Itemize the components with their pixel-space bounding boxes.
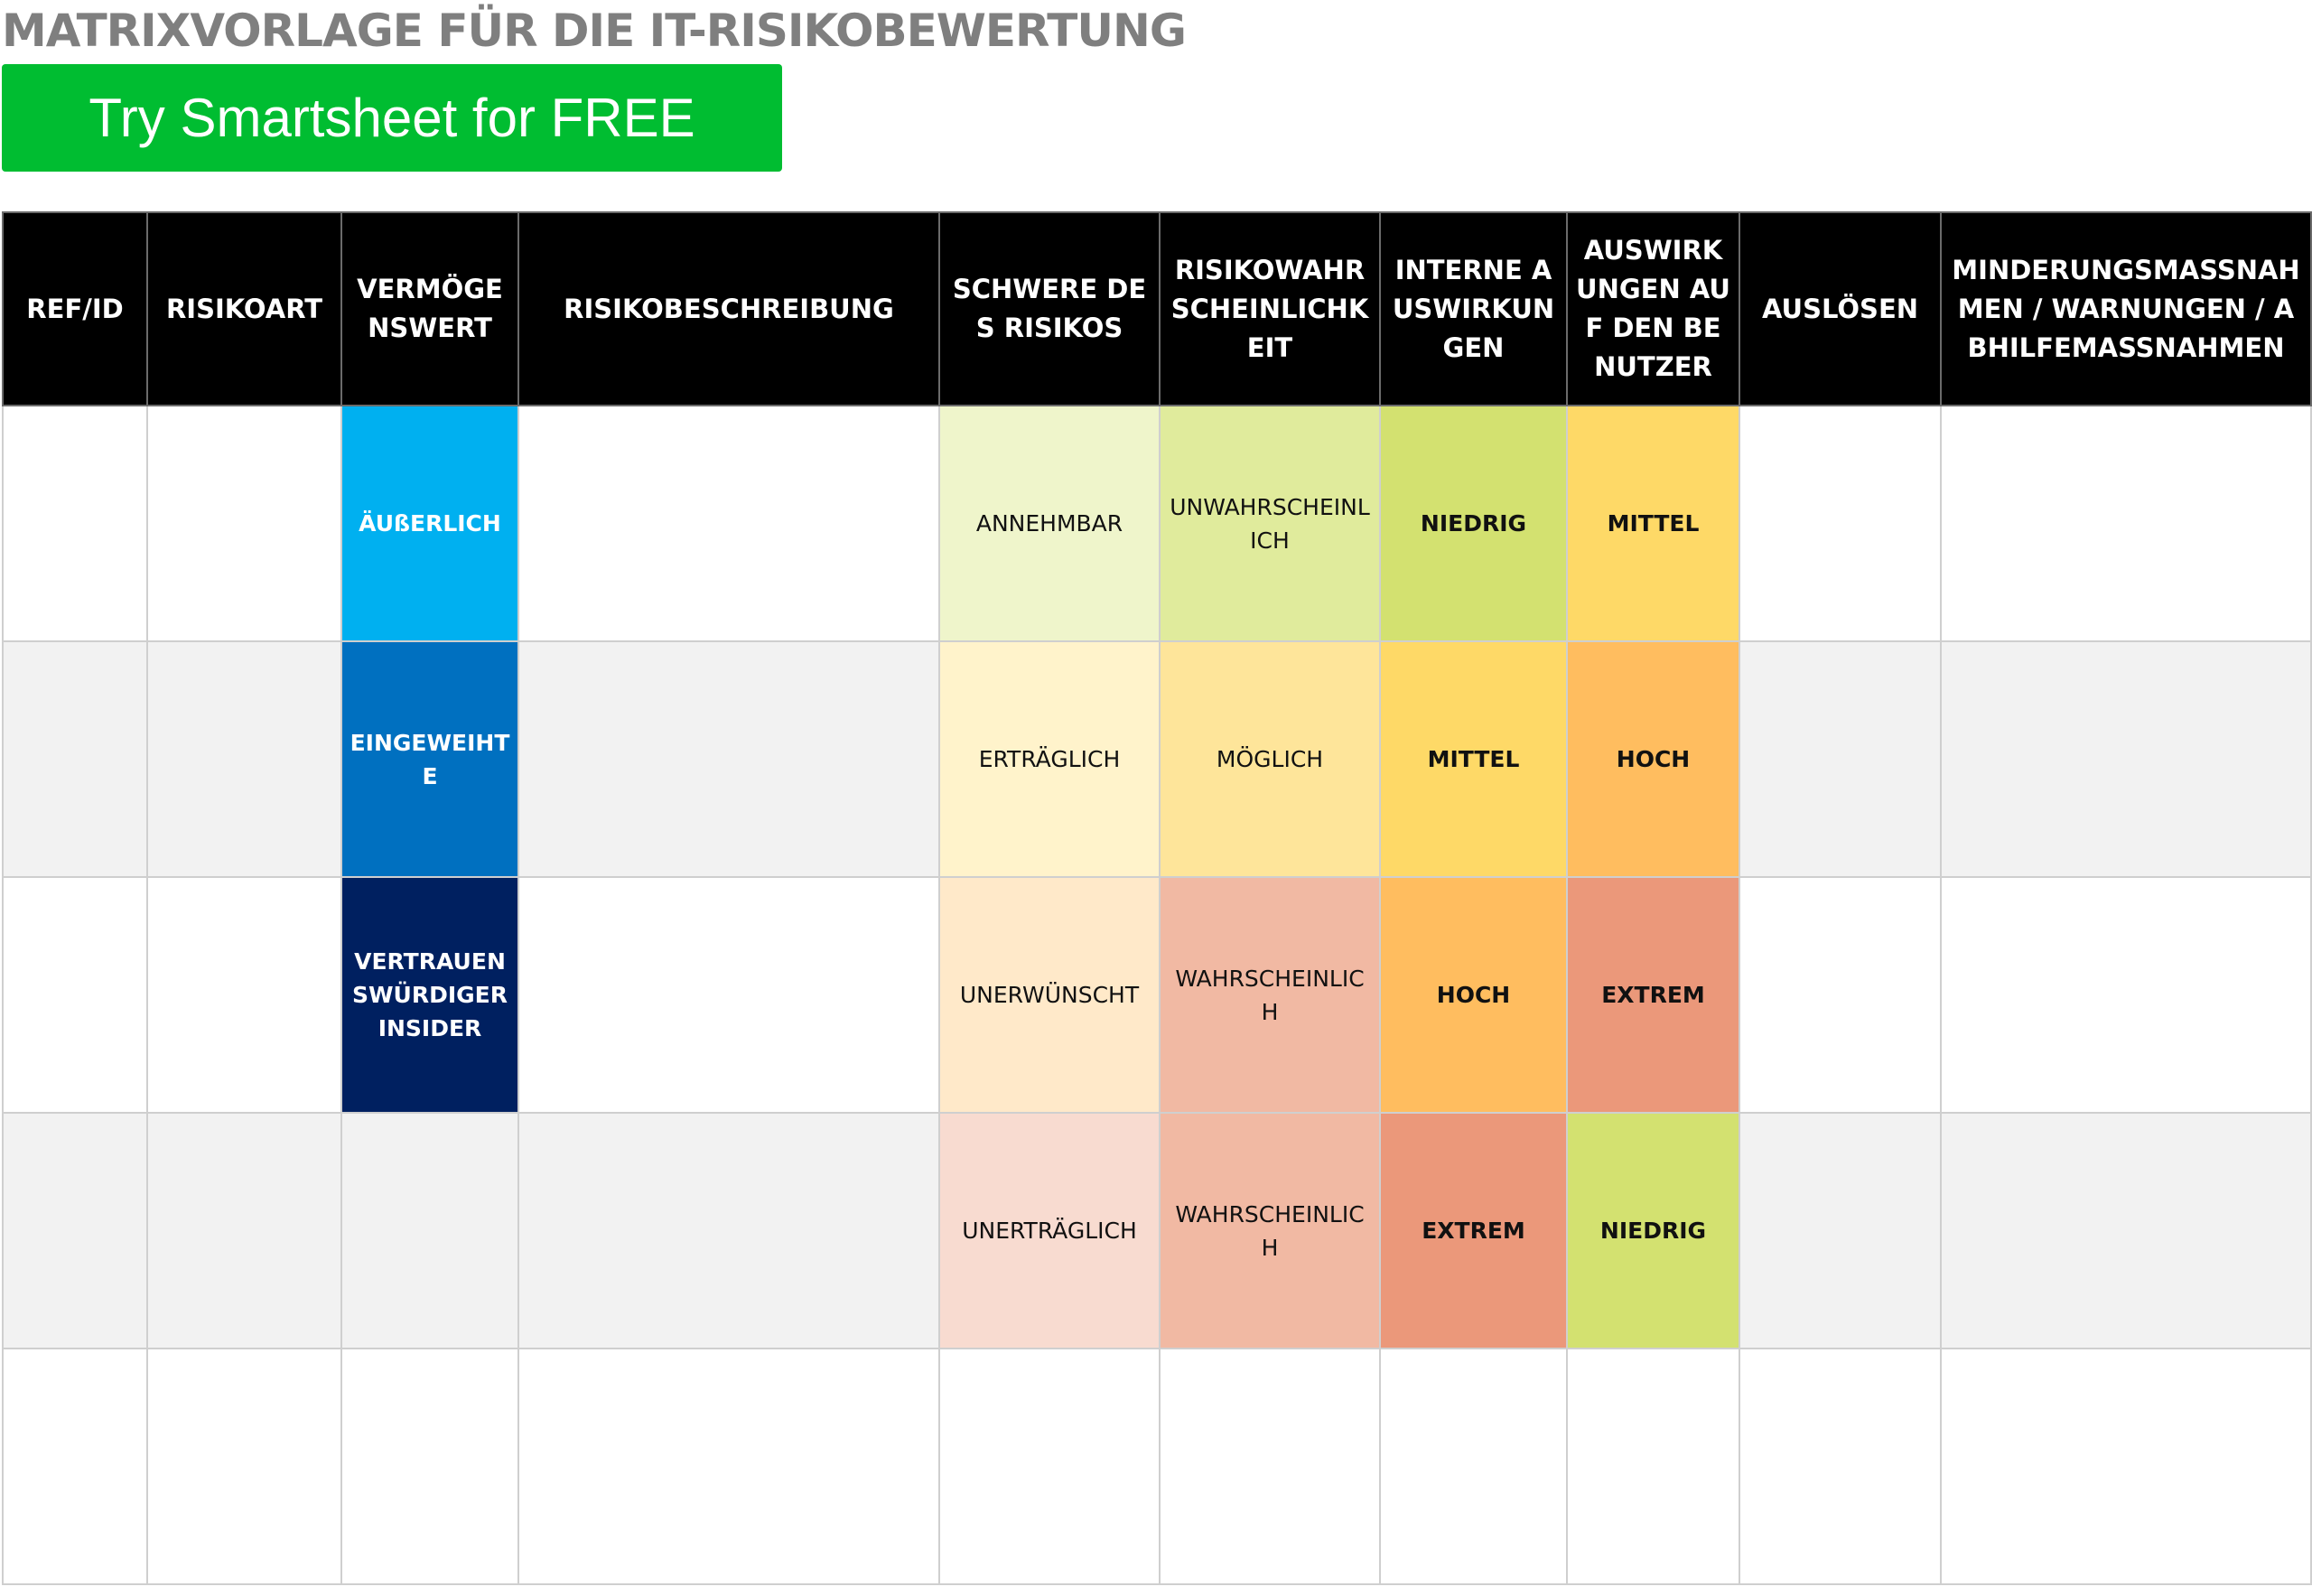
risk-type-cell[interactable] [147,641,341,877]
header-asset: VERMÖGENSWERT [341,212,518,406]
ref-id-cell[interactable] [3,406,147,641]
header-internal-impact: INTERNE AUSWIRKUNGEN [1380,212,1567,406]
table-row [3,406,2311,641]
severity-cell[interactable] [939,1349,1160,1584]
risk-description-cell[interactable] [518,406,939,641]
user-impact-cell[interactable]: MITTEL [1567,406,1739,641]
trigger-cell[interactable] [1739,1349,1941,1584]
try-smartsheet-button[interactable] [2,64,782,172]
severity-cell[interactable]: ANNEHMBAR [939,406,1160,641]
severity-cell[interactable]: UNERTRÄGLICH [939,1113,1160,1349]
risk-type-cell[interactable] [147,1113,341,1349]
ref-id-cell[interactable] [3,1349,147,1584]
ref-id-cell[interactable] [3,877,147,1113]
header-severity: SCHWERE DES RISIKOS [939,212,1160,406]
trigger-cell[interactable] [1739,1113,1941,1349]
ref-id-cell[interactable] [3,1113,147,1349]
internal-impact-cell[interactable]: EXTREM [1380,1113,1567,1349]
probability-cell[interactable]: MÖGLICH [1160,641,1380,877]
internal-impact-cell[interactable]: NIEDRIG [1380,406,1567,641]
asset-cell[interactable] [341,1349,518,1584]
severity-cell[interactable]: UNERWÜNSCHT [939,877,1160,1113]
risk-description-cell[interactable] [518,1349,939,1584]
try-smartsheet-label: Try Smartsheet for FREE [89,88,695,148]
ref-id-cell[interactable] [3,641,147,877]
header-mitigation: MINDERUNGSMASSNAHMEN / WARNUNGEN / ABHILFEMASSNAHMEN [1941,212,2311,406]
internal-impact-cell[interactable] [1380,1349,1567,1584]
asset-cell[interactable]: EINGEWEIHTE [341,641,518,877]
risk-type-cell[interactable] [147,406,341,641]
header-trigger: AUSLÖSEN [1739,212,1941,406]
trigger-cell[interactable] [1739,641,1941,877]
table-row [3,641,2311,877]
header-user-impact: AUSWIRKUNGEN AUF DEN BENUTZER [1567,212,1739,406]
table-row [3,1113,2311,1349]
header-risk-type: RISIKOART [147,212,341,406]
mitigation-cell[interactable] [1941,641,2311,877]
mitigation-cell[interactable] [1941,1349,2311,1584]
trigger-cell[interactable] [1739,877,1941,1113]
page-title: MATRIXVORLAGE FÜR DIE IT-RISIKOBEWERTUNG [2,5,1186,57]
severity-cell[interactable]: ERTRÄGLICH [939,641,1160,877]
user-impact-cell[interactable]: HOCH [1567,641,1739,877]
header-ref-id: REF/ID [3,212,147,406]
probability-cell[interactable]: WAHRSCHEINLICH [1160,1113,1380,1349]
mitigation-cell[interactable] [1941,406,2311,641]
risk-description-cell[interactable] [518,877,939,1113]
risk-description-cell[interactable] [518,641,939,877]
trigger-cell[interactable] [1739,406,1941,641]
internal-impact-cell[interactable]: HOCH [1380,877,1567,1113]
risk-type-cell[interactable] [147,877,341,1113]
mitigation-cell[interactable] [1941,1113,2311,1349]
probability-cell[interactable]: UNWAHRSCHEINLICH [1160,406,1380,641]
risk-matrix-table [2,211,2312,1585]
user-impact-cell[interactable]: EXTREM [1567,877,1739,1113]
header-row [3,212,2311,406]
probability-cell[interactable]: WAHRSCHEINLICH [1160,877,1380,1113]
user-impact-cell[interactable] [1567,1349,1739,1584]
user-impact-cell[interactable]: NIEDRIG [1567,1113,1739,1349]
header-risk-description: RISIKOBESCHREIBUNG [518,212,939,406]
mitigation-cell[interactable] [1941,877,2311,1113]
table-row [3,877,2311,1113]
asset-cell[interactable]: VERTRAUENSWÜRDIGER INSIDER [341,877,518,1113]
internal-impact-cell[interactable]: MITTEL [1380,641,1567,877]
probability-cell[interactable] [1160,1349,1380,1584]
asset-cell[interactable]: ÄUßERLICH [341,406,518,641]
table-row [3,1349,2311,1584]
header-probability: RISIKOWAHRSCHEINLICHKEIT [1160,212,1380,406]
asset-cell[interactable] [341,1113,518,1349]
risk-description-cell[interactable] [518,1113,939,1349]
risk-type-cell[interactable] [147,1349,341,1584]
